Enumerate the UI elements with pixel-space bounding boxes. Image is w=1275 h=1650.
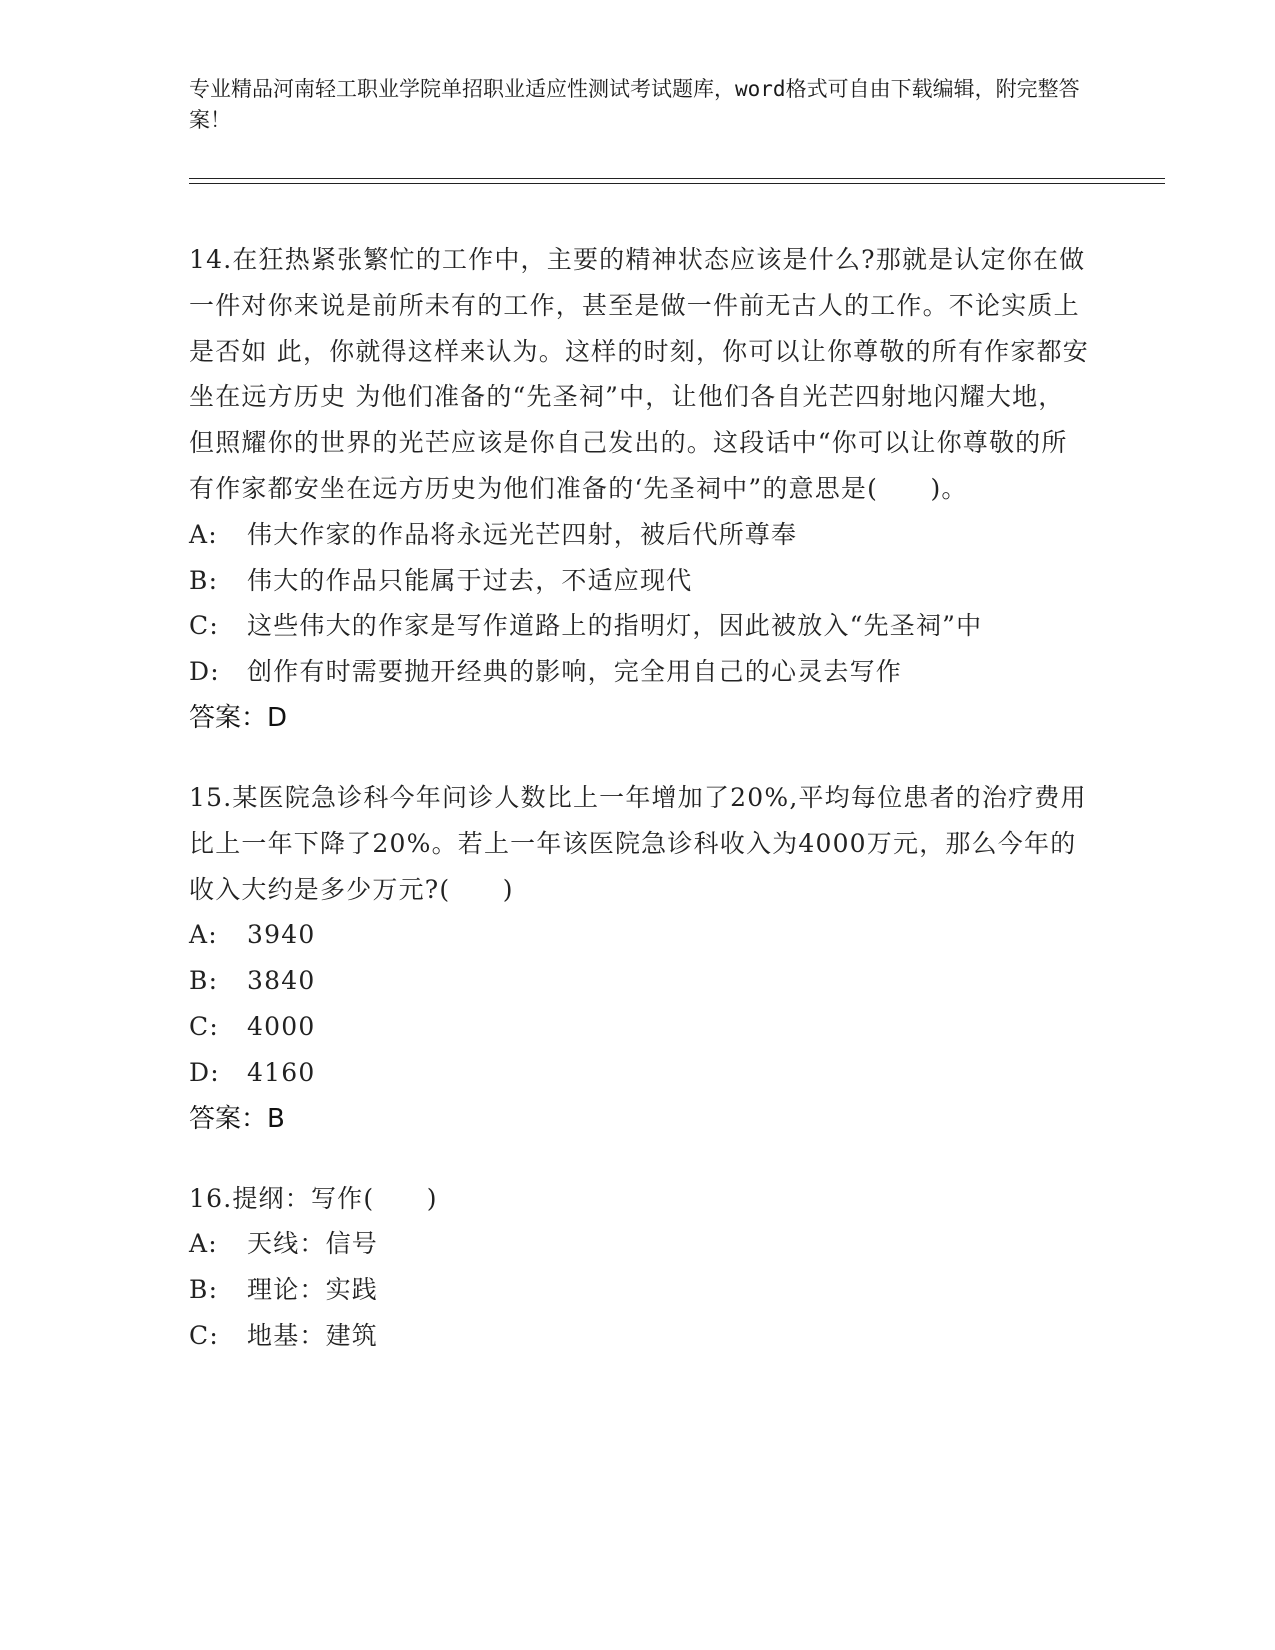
- option-text: 伟大的作品只能属于过去，不适应现代: [247, 565, 693, 595]
- header-text: 专业精品河南轻工职业学院单招职业适应性测试考试题库，word格式可自由下载编辑，附完整答案！: [189, 77, 1080, 132]
- option-text: 天线：信号: [247, 1229, 379, 1259]
- option-b: [189, 1267, 1089, 1313]
- option-letter: D:: [189, 657, 220, 687]
- option-text: 4000: [247, 1011, 316, 1041]
- option-letter: A:: [189, 920, 218, 950]
- option-a: [189, 512, 1089, 558]
- question-list: [189, 237, 1096, 1393]
- document-header: [189, 74, 1089, 136]
- question-15: [189, 775, 1096, 1142]
- question-text: 16.提纲：写作( ): [189, 1183, 438, 1213]
- option-text: 这些伟大的作家是写作道路上的指明灯，因此被放入“先圣祠”中: [247, 611, 983, 641]
- option-a: [189, 912, 1089, 958]
- option-d: [189, 1050, 1089, 1096]
- option-letter: B:: [189, 565, 219, 595]
- answer-label: 答案：D: [189, 702, 288, 733]
- option-text: 4160: [247, 1057, 316, 1087]
- option-text: 3840: [247, 966, 316, 996]
- option-b: [189, 958, 1089, 1004]
- option-letter: C:: [189, 611, 219, 641]
- option-a: [189, 1221, 1089, 1267]
- question-text: 15.某医院急诊科今年问诊人数比上一年增加了20%,平均每位患者的治疗费用 比上一年下降了20%。若上一年该医院急诊科收入为4000万元，那么今年的收入大约是多少万元?( ): [189, 782, 1096, 904]
- option-c: [189, 1004, 1089, 1050]
- option-letter: A:: [189, 1229, 218, 1259]
- option-text: 理论：实践: [247, 1275, 379, 1305]
- option-letter: D:: [189, 1057, 220, 1087]
- header-rule-top: [189, 178, 1165, 179]
- option-text: 创作有时需要抛开经典的影响，完全用自己的心灵去写作: [247, 657, 903, 687]
- option-letter: B:: [189, 966, 219, 996]
- option-c: [189, 603, 1089, 649]
- option-letter: C:: [189, 1011, 219, 1041]
- question-16: [189, 1176, 1089, 1359]
- answer-label: 答案：B: [189, 1103, 285, 1134]
- option-text: 地基：建筑: [247, 1320, 379, 1350]
- option-letter: C:: [189, 1320, 219, 1350]
- question-14: [189, 237, 1095, 741]
- header-rule-bottom: [189, 183, 1165, 184]
- option-b: [189, 558, 1089, 604]
- option-letter: A:: [189, 519, 218, 549]
- option-text: 伟大作家的作品将永远光芒四射，被后代所尊奉: [247, 519, 798, 549]
- question-text: 14.在狂热紧张繁忙的工作中，主要的精神状态应该是什么?那就是认定你在做 一件对你来说是前所未有的工作，甚至是做一件前无古人的工作。不论实质上是否如 此，你就得这样来认为。这样的时刻，你可以让你尊敬的所有作家都安坐在远方历史 为他们准备的“先圣祠”中，让他们各自光芒四射地闪耀大地，但照耀你的世界的光芒应该是你自己发出的。这段话中“你可以让你尊敬的所有作家都安坐在远方历史为他们准备的‘先圣祠中”的意思是( )。: [189, 245, 1095, 503]
- option-text: 3940: [247, 920, 316, 950]
- option-d: [189, 649, 1089, 695]
- option-letter: B:: [189, 1275, 219, 1305]
- option-c: [189, 1313, 1089, 1359]
